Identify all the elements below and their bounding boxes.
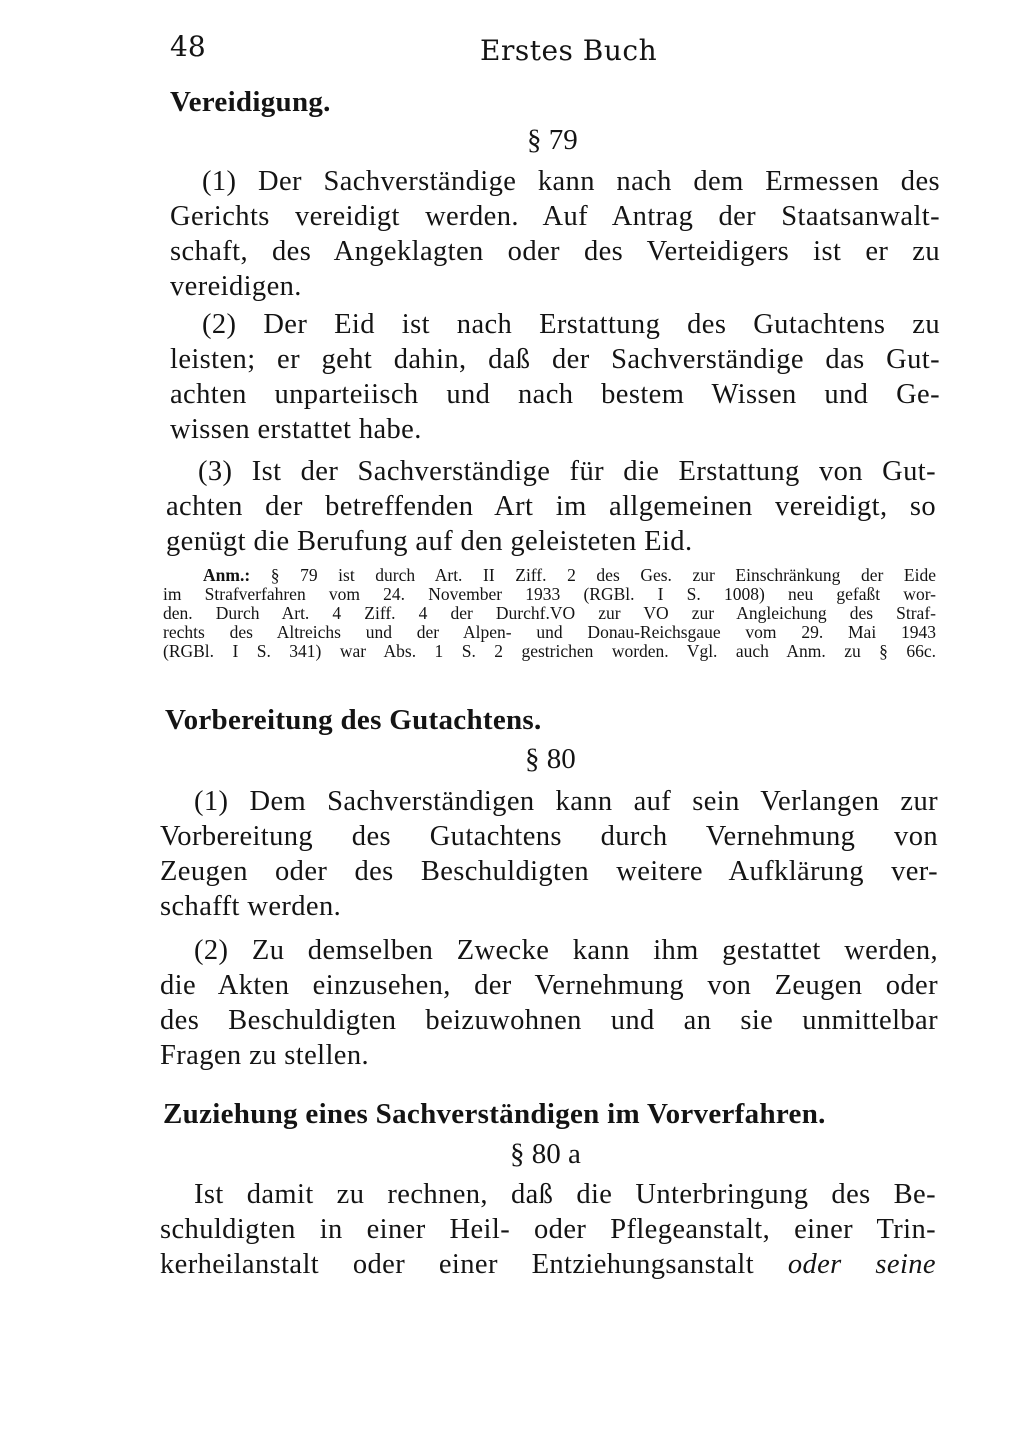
section-heading-79: Vereidigung. xyxy=(170,86,331,118)
text-line: genügt die Berufung auf den geleisteten Eid. xyxy=(166,526,693,557)
running-head: Erstes Buch xyxy=(480,34,658,67)
text-line: wissen erstattet habe. xyxy=(170,414,422,445)
text-line: Vorbereitung des Gutachtens durch Vernehmung von xyxy=(160,821,938,852)
note-line: im Strafverfahren vom 24. November 1933 (RGBl. I S. 1008) neu gefaßt wor- xyxy=(163,584,936,604)
paragraph-80-1 xyxy=(160,786,938,926)
paragraph-79-3 xyxy=(166,456,936,561)
text-line: schafft werden. xyxy=(160,891,342,922)
text-line: (3) Ist der Sachverständige für die Erstattung von Gut- xyxy=(198,456,936,487)
text-line: die Akten einzusehen, der Vernehmung von Zeugen oder xyxy=(160,970,938,1001)
note-line: (RGBl. I S. 341) war Abs. 1 S. 2 gestrichen worden. Vgl. auch Anm. zu § 66c. xyxy=(163,641,936,661)
annotation-note xyxy=(163,566,936,661)
text-line: leisten; er geht dahin, daß der Sachverständige das Gut- xyxy=(170,344,940,375)
paragraph-80a-1 xyxy=(160,1179,936,1284)
page-number: 48 xyxy=(170,30,206,63)
text-line: (1) Dem Sachverständigen kann auf sein Verlangen zur xyxy=(194,786,938,817)
section-symbol-80a: § 80 a xyxy=(510,1138,581,1170)
text-line: Zeugen oder des Beschuldigten weitere Aufklärung ver- xyxy=(160,856,938,887)
italic-text: oder seine xyxy=(787,1249,936,1280)
text-line xyxy=(160,1249,936,1284)
text-line: des Beschuldigten beizuwohnen und an sie unmittelbar xyxy=(160,1005,938,1036)
text-line: schaft, des Angeklagten oder des Verteidigers ist er zu xyxy=(170,236,940,267)
section-heading-80: Vorbereitung des Gutachtens. xyxy=(165,704,542,736)
text-span: kerheilanstalt oder einer Entziehungsanstalt xyxy=(160,1249,788,1280)
text-line: (2) Der Eid ist nach Erstattung des Gutachtens zu xyxy=(202,309,940,340)
note-text: § 79 ist durch Art. II Ziff. 2 des Ges. zur Einschränkung der Eide xyxy=(250,565,936,585)
note-line: rechts des Altreichs und der Alpen- und Donau-Reichsgaue vom 29. Mai 1943 xyxy=(163,622,936,642)
text-line: Gerichts vereidigt werden. Auf Antrag der Staatsanwalt- xyxy=(170,201,940,232)
text-line: Fragen zu stellen. xyxy=(160,1040,370,1071)
note-line: den. Durch Art. 4 Ziff. 4 der Durchf.VO zur VO zur Angleichung des Straf- xyxy=(163,603,936,623)
text-line: achten unparteiisch und nach bestem Wissen und Ge- xyxy=(170,379,940,410)
paragraph-79-2 xyxy=(170,309,940,449)
text-line: schuldigten in einer Heil- oder Pflegeanstalt, einer Trin- xyxy=(160,1214,936,1245)
paragraph-79-1 xyxy=(170,166,940,306)
section-symbol-79: § 79 xyxy=(527,124,578,156)
section-symbol-80: § 80 xyxy=(525,743,576,775)
paragraph-80-2 xyxy=(160,935,938,1075)
text-line: vereidigen. xyxy=(170,271,302,302)
section-heading-80a: Zuziehung eines Sachverständigen im Vorverfahren. xyxy=(163,1098,826,1130)
text-line: (2) Zu demselben Zwecke kann ihm gestattet werden, xyxy=(194,935,938,966)
text-line: achten der betreffenden Art im allgemeinen vereidigt, so xyxy=(166,491,936,522)
text-line: (1) Der Sachverständige kann nach dem Ermessen des xyxy=(202,166,940,197)
note-label: Anm.: xyxy=(203,565,251,585)
text-line: Ist damit zu rechnen, daß die Unterbringung des Be- xyxy=(194,1179,936,1210)
note-line xyxy=(163,566,936,585)
